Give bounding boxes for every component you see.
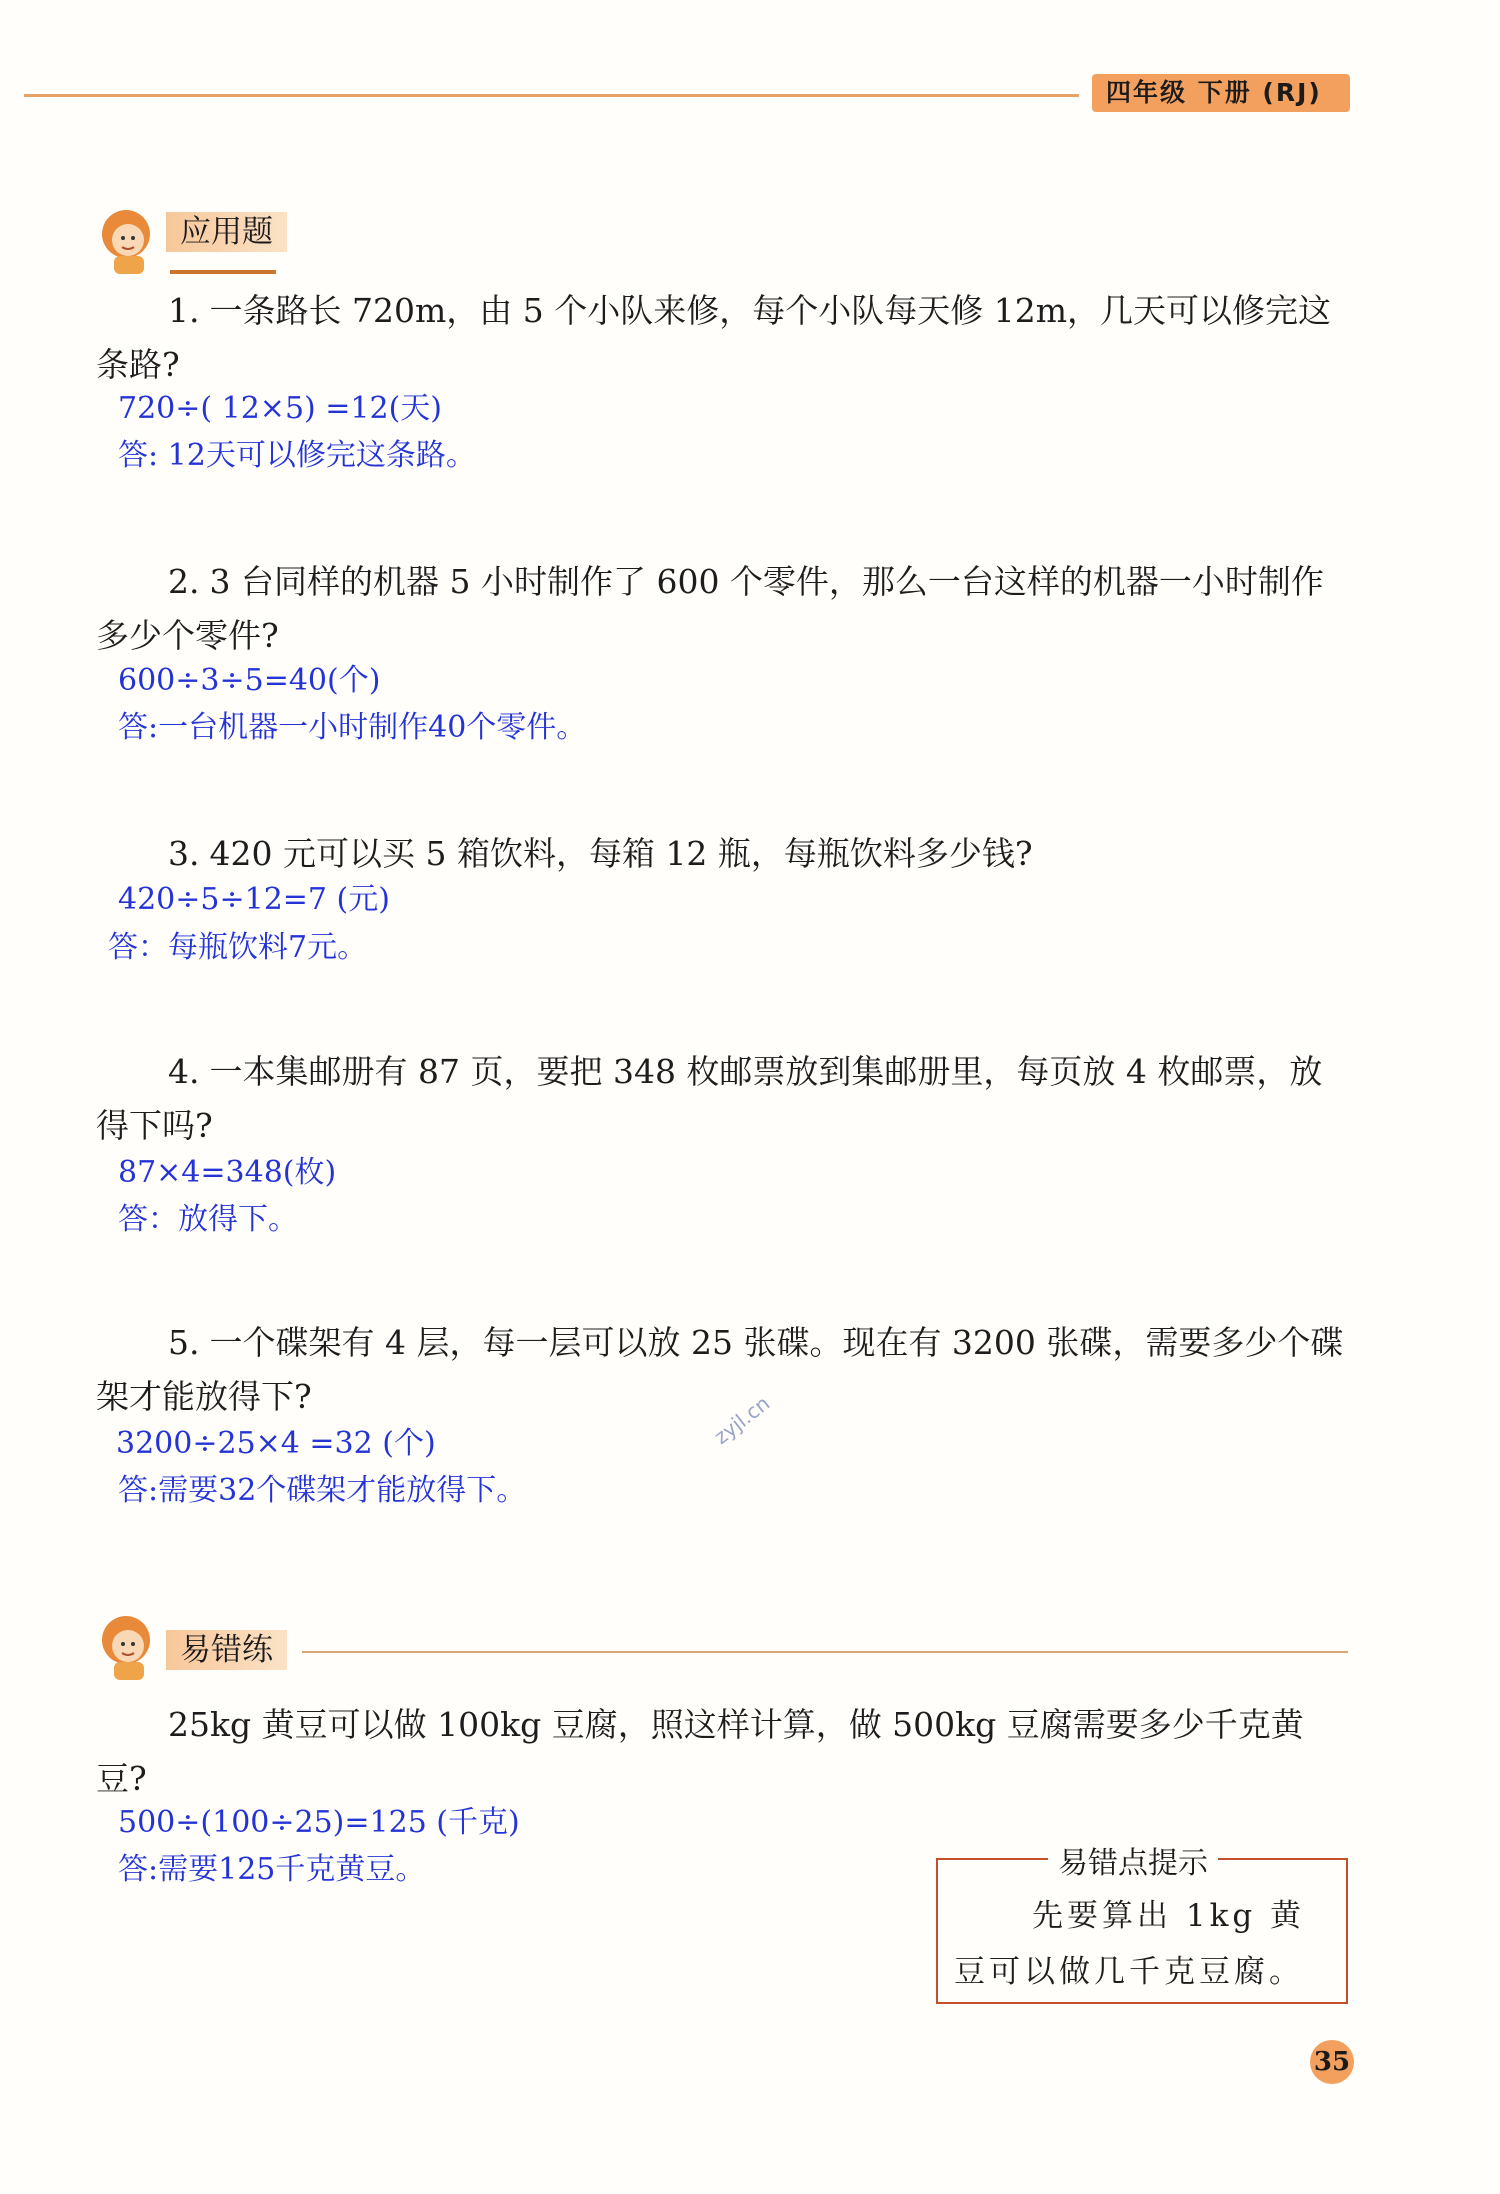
calc-4: 87×4=348(枚) — [118, 1155, 337, 1190]
answer-5: 答:需要32个碟架才能放得下。 — [118, 1473, 527, 1508]
calc-5: 3200÷25×4 =32 (个) — [116, 1426, 436, 1461]
question-number: 3. — [168, 834, 200, 873]
tip-title: 易错点提示 — [1048, 1838, 1218, 1882]
question-1 — [96, 284, 1352, 392]
header-rule — [24, 94, 1079, 97]
tip-text: 先要算出 1kg 黄豆可以做几千克豆腐。 — [954, 1898, 1306, 1990]
title-underline — [170, 270, 276, 274]
calc-1: 720÷( 12×5) =12(天) — [118, 391, 442, 426]
question-text: 25kg 黄豆可以做 100kg 豆腐，照这样计算，做 500kg 豆腐需要多少千克黄豆? — [96, 1705, 1304, 1798]
answer-3: 答：每瓶饮料7元。 — [108, 930, 368, 965]
question-number: 1. — [168, 291, 200, 330]
student-mascot-icon — [92, 1610, 168, 1682]
question-5 — [96, 1316, 1352, 1424]
grade-badge: 四年级 下册 (RJ) — [1092, 74, 1350, 112]
section-rule — [302, 1651, 1348, 1653]
calc-2: 600÷3÷5=40(个) — [118, 663, 381, 698]
question-3 — [96, 827, 1352, 881]
calc-3: 420÷5÷12=7 (元) — [118, 882, 390, 917]
watermark: zyjl.cn — [709, 1391, 775, 1449]
question-text: 420 元可以买 5 箱饮料，每箱 12 瓶，每瓶饮料多少钱? — [209, 834, 1033, 873]
question-text: 3 台同样的机器 5 小时制作了 600 个零件，那么一台这样的机器一小时制作多少个零件? — [96, 562, 1324, 655]
answer-2: 答:一台机器一小时制作40个零件。 — [118, 710, 587, 745]
question-text: 一条路长 720m，由 5 个小队来修，每个小队每天修 12m，几天可以修完这条路? — [96, 291, 1332, 384]
page-number: 35 — [1310, 2040, 1354, 2084]
question-4 — [96, 1045, 1352, 1153]
question-text: 一本集邮册有 87 页，要把 348 枚邮票放到集邮册里，每页放 4 枚邮票，放得下吗? — [96, 1052, 1323, 1145]
section-title: 易错练 — [166, 1630, 287, 1670]
error-answer: 答:需要125千克黄豆。 — [118, 1852, 426, 1887]
question-number: 4. — [168, 1052, 200, 1091]
student-mascot-icon — [92, 204, 168, 276]
error-calc: 500÷(100÷25)=125 (千克) — [118, 1805, 520, 1840]
question-text: 一个碟架有 4 层，每一层可以放 25 张碟。现在有 3200 张碟，需要多少个碟架才能放得下? — [96, 1323, 1344, 1416]
question-2 — [96, 555, 1352, 663]
answer-4: 答：放得下。 — [118, 1202, 298, 1237]
error-question — [96, 1698, 1352, 1806]
answer-1: 答: 12天可以修完这条路。 — [118, 438, 476, 473]
question-number: 5. — [168, 1323, 200, 1362]
question-number: 2. — [168, 562, 200, 601]
section-title: 应用题 — [166, 212, 287, 252]
